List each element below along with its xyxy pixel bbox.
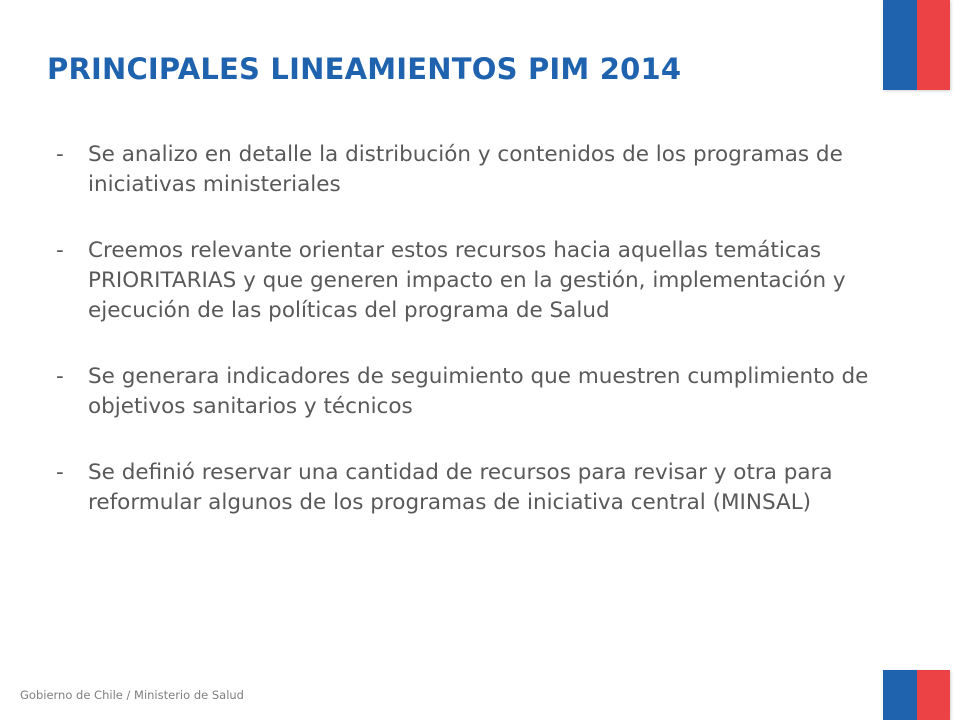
chile-flag-logo-bottom (883, 670, 950, 720)
chile-flag-logo-top (883, 0, 950, 90)
bullet-item (56, 362, 876, 422)
flag-red-stripe (917, 0, 951, 90)
bullet-dash: - (56, 364, 64, 389)
flag-blue-stripe (883, 670, 917, 720)
bullet-item (56, 140, 876, 200)
bullet-dash: - (56, 238, 64, 263)
flag-blue-stripe (883, 0, 917, 90)
bullet-list (56, 140, 876, 554)
flag-red-stripe (917, 670, 951, 720)
bullet-item (56, 458, 876, 518)
bullet-text: Se analizo en detalle la distribución y contenidos de los programas de iniciativas ministeriales (88, 142, 843, 197)
bullet-dash: - (56, 460, 64, 485)
bullet-text: Se definió reservar una cantidad de recursos para revisar y otra para reformular algunos de los programas de iniciativa central (MINSAL) (88, 460, 833, 515)
bullet-item (56, 236, 876, 326)
bullet-text: Se generara indicadores de seguimiento que muestren cumplimiento de objetivos sanitarios y técnicos (88, 364, 869, 419)
slide-title: PRINCIPALES LINEAMIENTOS PIM 2014 (47, 52, 682, 86)
bullet-text: Creemos relevante orientar estos recursos hacia aquellas temáticas PRIORITARIAS y que generen impacto en la gestión, implementación y ejecución de las políticas del programa de Salud (88, 238, 846, 323)
bullet-dash: - (56, 142, 64, 167)
footer-text: Gobierno de Chile / Ministerio de Salud (20, 688, 244, 702)
